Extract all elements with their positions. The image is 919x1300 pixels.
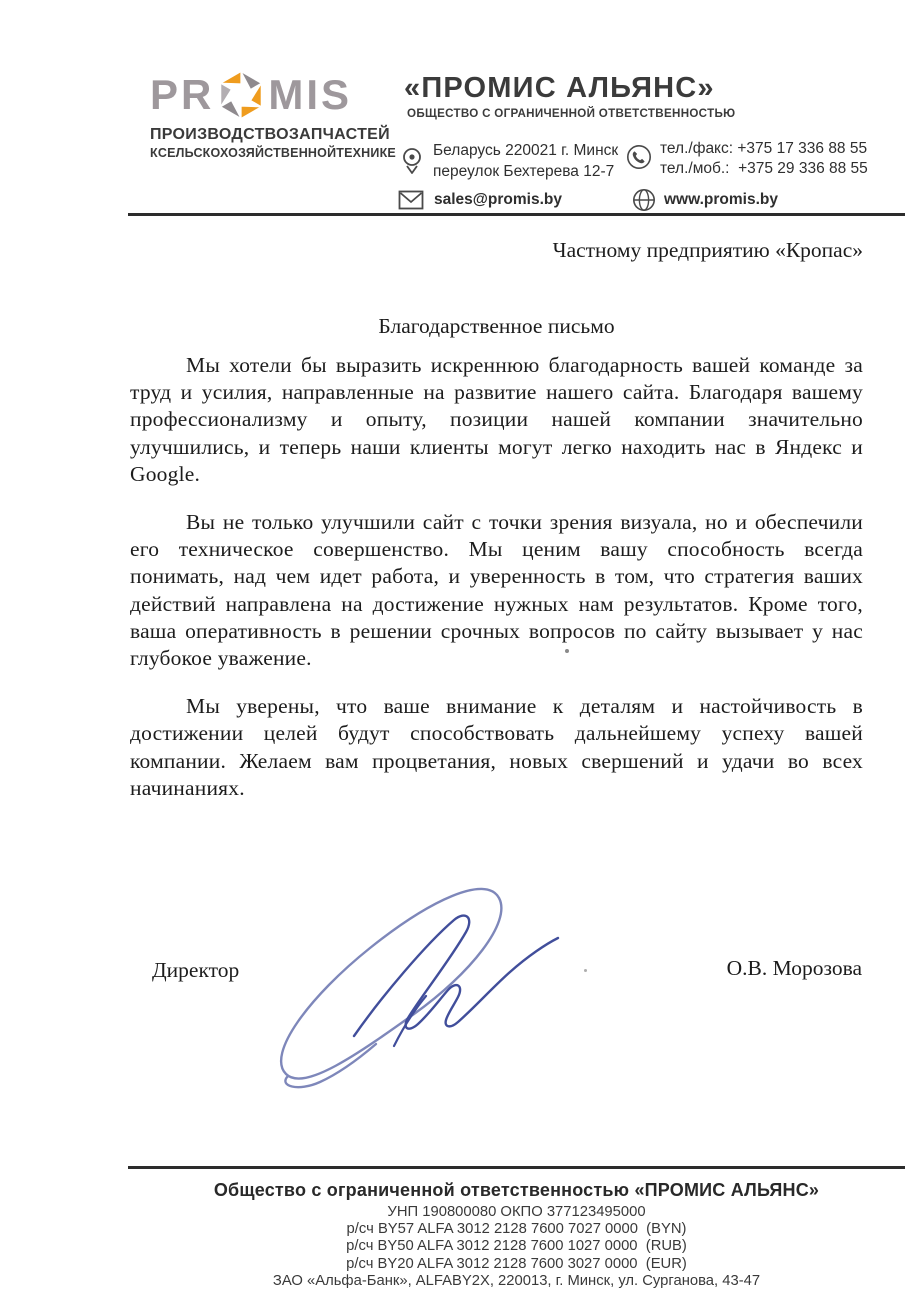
paragraph: Мы уверены, что ваше внимание к деталям и настойчивость в достижении целей будут способствовать дальнейшему успеху вашей компании. Желаем вам процветания, новых свершений и удачи во всех начинаниях.: [130, 694, 863, 800]
letter-body: [130, 352, 863, 823]
letter-title: Благодарственное письмо: [378, 314, 615, 338]
logo-text-mis: MIS: [268, 71, 353, 118]
paragraph: Вы не только улучшили сайт с точки зрения визуала, но и обеспечили его техническое совершенство. Мы ценим вашу способность всегда понимать, над чем идет работа, и уверенность в том, что стратегия ваших действий направлена на достижение нужных нам результатов. Кроме того, ваша оперативность в решении срочных вопросов по сайту вызывает у нас глубокое уважение.: [130, 510, 863, 671]
website-text: www.promis.by: [664, 191, 778, 208]
signatory-name: О.В. Морозова: [726, 956, 862, 980]
signatory-role: Директор: [152, 958, 240, 982]
company-subtitle: ОБЩЕСТВО С ОГРАНИЧЕННОЙ ОТВЕТСТВЕННОСТЬЮ: [407, 107, 736, 120]
logo-tagline-word: ПРОИЗВОДСТВО: [150, 126, 289, 143]
phone-mobile-line: тел./моб.: +375 29 336 88 55: [660, 160, 868, 177]
phone-fax-line: тел./факс: +375 17 336 88 55: [660, 140, 868, 157]
logo-tagline-word: ЗАПЧАСТЕЙ: [288, 126, 390, 143]
scan-speck: [565, 649, 569, 653]
footer-divider: [128, 1166, 905, 1169]
footer-details: [128, 1204, 905, 1290]
logo-tagline-1: [150, 126, 390, 144]
footer-registration: УНП 190800080 ОКПО 377123495000: [387, 1204, 646, 1220]
aperture-icon: [216, 70, 266, 120]
footer-bank: ЗАО «Альфа-Банк», ALFABY2X, 220013, г. Минск, ул. Сурганова, 43-47: [272, 1272, 761, 1289]
envelope-icon: [398, 190, 424, 210]
logo-tagline-word: К: [150, 146, 158, 160]
address-line-2: переулок Бехтерева 12-7: [433, 163, 615, 180]
recipient-line: Частному предприятию «Кропас»: [552, 238, 863, 262]
footer-account-byn: р/сч BY57 ALFA 3012 2128 7600 7027 0000 (BYN): [346, 1221, 687, 1238]
location-pin-icon: [400, 146, 424, 176]
phone-icon: [626, 144, 652, 170]
logo-tagline-word: ТЕХНИКЕ: [336, 146, 396, 160]
email-text: sales@promis.by: [434, 191, 562, 208]
footer-account-eur: р/сч BY20 ALFA 3012 2128 7600 3027 0000 (EUR): [346, 1255, 687, 1272]
company-logo: [150, 70, 352, 120]
paragraph: Мы хотели бы выразить искреннюю благодарность вашей команде за труд и усилия, направленные на развитие нашего сайта. Благодаря вашему профессионализму и опыту, позиции нашей компании значительно улучшились, и теперь наши клиенты могут легко находить нас в Яндекс и Google.: [130, 353, 863, 486]
logo-tagline-word: СЕЛЬСКОХОЗЯЙСТВЕННОЙ: [157, 146, 337, 160]
handwritten-signature: [258, 878, 580, 1102]
company-title: «ПРОМИС АЛЬЯНС»: [404, 72, 715, 104]
globe-icon: [632, 188, 656, 212]
header-divider: [128, 213, 905, 216]
logo-tagline-2: [150, 146, 396, 160]
footer-company-name: Общество с ограниченной ответственностью «ПРОМИС АЛЬЯНС»: [213, 1180, 820, 1200]
footer-account-rub: р/сч BY50 ALFA 3012 2128 7600 1027 0000 (RUB): [346, 1238, 687, 1255]
address-line-1: Беларусь 220021 г. Минск: [433, 142, 619, 159]
logo-text-pr: PR: [150, 71, 215, 118]
